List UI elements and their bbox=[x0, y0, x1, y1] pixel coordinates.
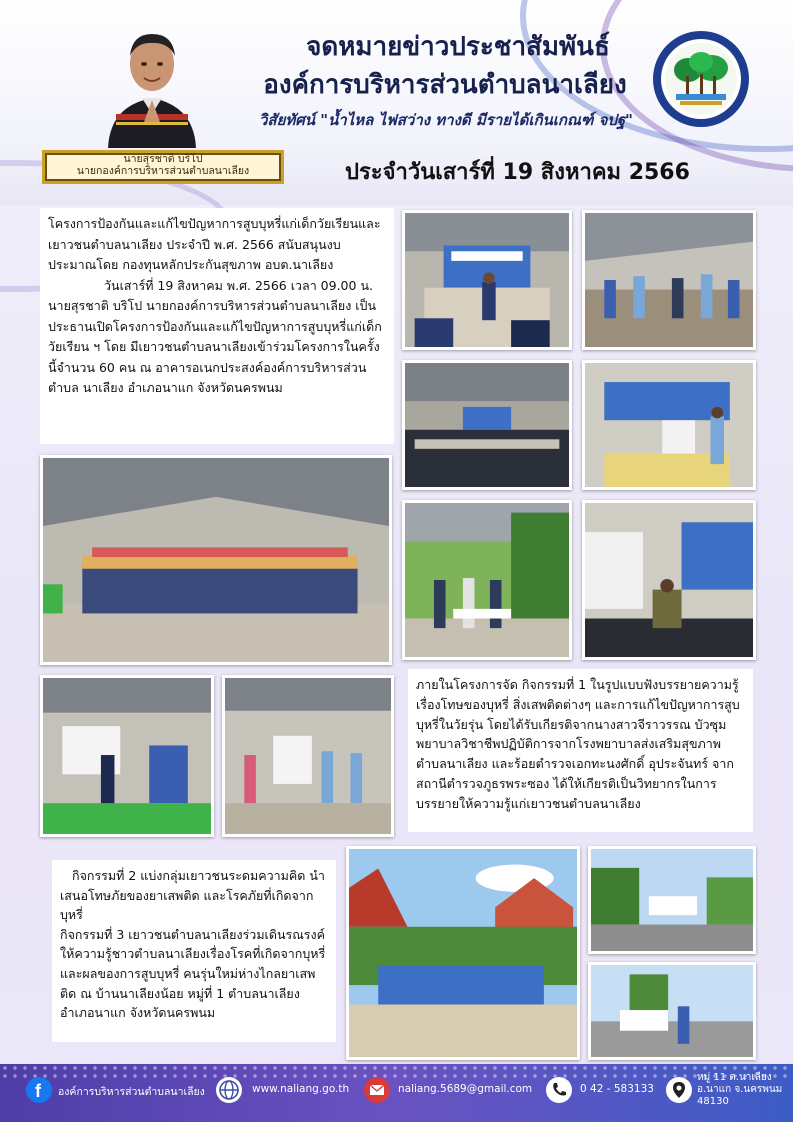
address-line-1: หมู่ 11 ต.นาเลียง bbox=[697, 1072, 772, 1083]
activity-2-text: กิจกรรมที่ 2 แบ่งกลุ่มเยาวชนระดมความคิด นำเสนอโทษภัยของยาเสพติด และโรคภัยที่เกิดจากบุหรี่ bbox=[60, 868, 325, 923]
activity-1-text-box bbox=[408, 669, 753, 832]
address-line-3: 48130 bbox=[697, 1096, 729, 1107]
intro-text-box bbox=[40, 208, 394, 444]
photo-group-youth bbox=[40, 455, 392, 665]
organization-name: องค์การบริหารส่วนตำบลนาเลียง bbox=[263, 70, 627, 100]
mayor-portrait bbox=[98, 14, 206, 148]
intro-body: วันเสาร์ที่ 19 สิงหาคม พ.ศ. 2566 เวลา 09.00 น. นายสุรชาติ บริโป นายกองค์การบริหารส่วนตำบลนาเลียง เป็นประธานเปิดโครงการป้องกันและแก้ไขปัญหาการสูบบุหรี่แก่เด็กวัยเรียน ฯ โดย มีเยาวชนตำบลนาเลียงเข้าร่วมโครงการในครั้งนี้จำนวน 60 คน ณ อาคารอเนกประสงค์องค์การบริหารส่วนตำบล นาเลียง อำเภอนาแก จังหวัดนครพนม bbox=[48, 277, 382, 395]
issue-date: ประจำวันเสาร์ที่ 19 สิงหาคม 2566 bbox=[345, 160, 690, 185]
email-link[interactable]: naliang.5689@gmail.com bbox=[398, 1083, 533, 1095]
mayor-nameplate bbox=[42, 150, 284, 184]
photo-campaign-walk-2 bbox=[588, 962, 756, 1060]
svg-text:f: f bbox=[35, 1081, 41, 1101]
address-block bbox=[697, 1072, 789, 1108]
vision-statement: วิสัยทัศน์ "น้ำไหล ไฟสว่าง ทางดี มีรายได้เกินเกณฑ์ จปฐ" bbox=[258, 111, 633, 129]
globe-icon[interactable] bbox=[216, 1077, 242, 1103]
location-icon bbox=[666, 1077, 692, 1103]
facebook-link[interactable]: องค์การบริหารส่วนตำบลนาเลียง bbox=[58, 1086, 205, 1098]
photo-campaign-temple bbox=[346, 846, 580, 1060]
project-heading: โครงการป้องกันและแก้ไขปัญหาการสูบบุหรี่แก่เด็กวัยเรียนและเยาวชนตำบลนาเลียง ประจำปี พ.ศ. 2566 สนับสนุนงบประมาณโดย กองทุนหลักประกันสุขภาพ อบต.นาเลียง bbox=[48, 216, 381, 272]
website-link[interactable]: www.naliang.go.th bbox=[252, 1083, 350, 1095]
phone-number[interactable]: 0 42 - 583133 bbox=[580, 1083, 654, 1095]
mayor-name: นายสุรชาติ บริโป bbox=[123, 153, 203, 165]
photo-presentation-1 bbox=[40, 675, 214, 837]
photo-group-discussion bbox=[402, 500, 572, 660]
phone-icon[interactable] bbox=[546, 1077, 572, 1103]
photo-presentation-2 bbox=[222, 675, 394, 837]
photo-audience-hall bbox=[402, 360, 572, 490]
activity-2-3-text-box bbox=[52, 860, 336, 1042]
newsletter-title: จดหมายข่าวประชาสัมพันธ์ bbox=[306, 32, 610, 62]
sao-naliang-seal-icon bbox=[652, 30, 750, 128]
photo-police-lecture bbox=[582, 500, 756, 660]
facebook-icon[interactable] bbox=[26, 1077, 52, 1103]
photo-opening-ceremony bbox=[402, 210, 572, 350]
photo-speaker-nurse bbox=[582, 360, 756, 490]
activity-1-text: ภายในโครงการจัด กิจกรรมที่ 1 ในรูปแบบฟังบรรยายความรู้เรื่องโทษของบุหรี่ สิ่งเสพติดต่างๆ และการแก้ไขปัญหาการสูบบุหรี่ในวัยรุ่น โดยได้รับเกียรติจากนางสาวจีราวรรณ บัวซุม พยาบาลวิชาชีพปฏิบัติการจากโรงพยาบาลส่งเสริมสุขภาพตำบลนาเลียง และร้อยตำรวจเอกทะนงศักดิ์ อุประจันทร์ จากสถานีตำรวจภูธรพระซอง ได้ให้เกียรติเป็นวิทยากรในการบรรยายให้ความรู้แก่เยาวชนตำบลนาเลียง bbox=[416, 677, 740, 811]
activity-3-text: กิจกรรมที่ 3 เยาวชนตำบลนาเลียงร่วมเดินรณรงค์ให้ความรู้ชาวตำบลนาเลียงเรื่องโรคที่เกิดจากบุหรี่และผลของการสูบบุหรี่ คนรุ่นใหม่ห่างไกลยาเสพติด ณ บ้านนาเลียงน้อย หมู่ที่ 1 ตำบลนาเลียง อำเภอนาแก จังหวัดนครพนม bbox=[60, 926, 326, 1021]
address-line-2: อ.นาแก จ.นครพนม bbox=[697, 1084, 783, 1095]
mail-icon[interactable] bbox=[364, 1077, 390, 1103]
photo-campaign-walk-1 bbox=[588, 846, 756, 954]
photo-participants-registering bbox=[582, 210, 756, 350]
mayor-position: นายกองค์การบริหารส่วนตำบลนาเลียง bbox=[76, 165, 250, 177]
